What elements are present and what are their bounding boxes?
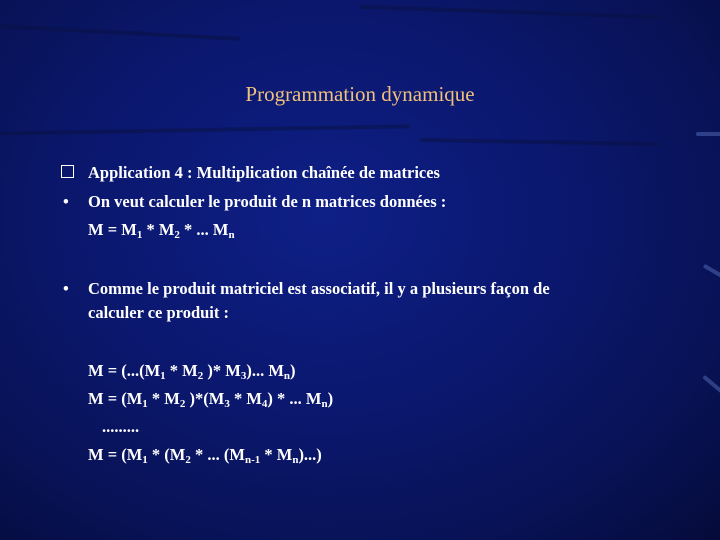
background-streak <box>360 5 660 19</box>
background-streak <box>420 138 660 146</box>
background-streak <box>0 124 410 135</box>
example-formula: $M = (M_1 * (M_2$ * ... $(M_{n-1} * M_n)$...) <box>88 445 322 466</box>
square-checkbox-icon <box>61 165 74 178</box>
bullet-icon: • <box>63 192 69 211</box>
bullet-icon: • <box>63 279 69 298</box>
heading: Application 4 : Multiplication chaînée de matrices <box>88 163 440 182</box>
background-streak <box>702 375 720 397</box>
background-streak <box>0 23 240 41</box>
background-streak <box>696 132 720 136</box>
example-formula: $M = (M_1 * M_2$ )$*(M_3 * M_4)$ * ... $M_n$) <box>88 389 334 410</box>
bullet-text: On veut calculer le produit de n matrices données : <box>88 192 447 211</box>
ellipsis-dots: ......... <box>102 417 140 436</box>
bullet-text: Comme le produit matriciel est associatif, il y a plusieurs façon de <box>88 279 550 298</box>
slide-title: Programmation dynamique <box>245 82 475 106</box>
bullet-text-continued: calculer ce produit : <box>88 303 229 322</box>
formula-product: $M = M_1 * M_2$ * ... $M_n$ <box>88 220 235 241</box>
example-formula: $M = (...(M_1 * M_2$ )* $M_3$)... $M_n$) <box>88 361 296 382</box>
background-streak <box>703 264 720 280</box>
